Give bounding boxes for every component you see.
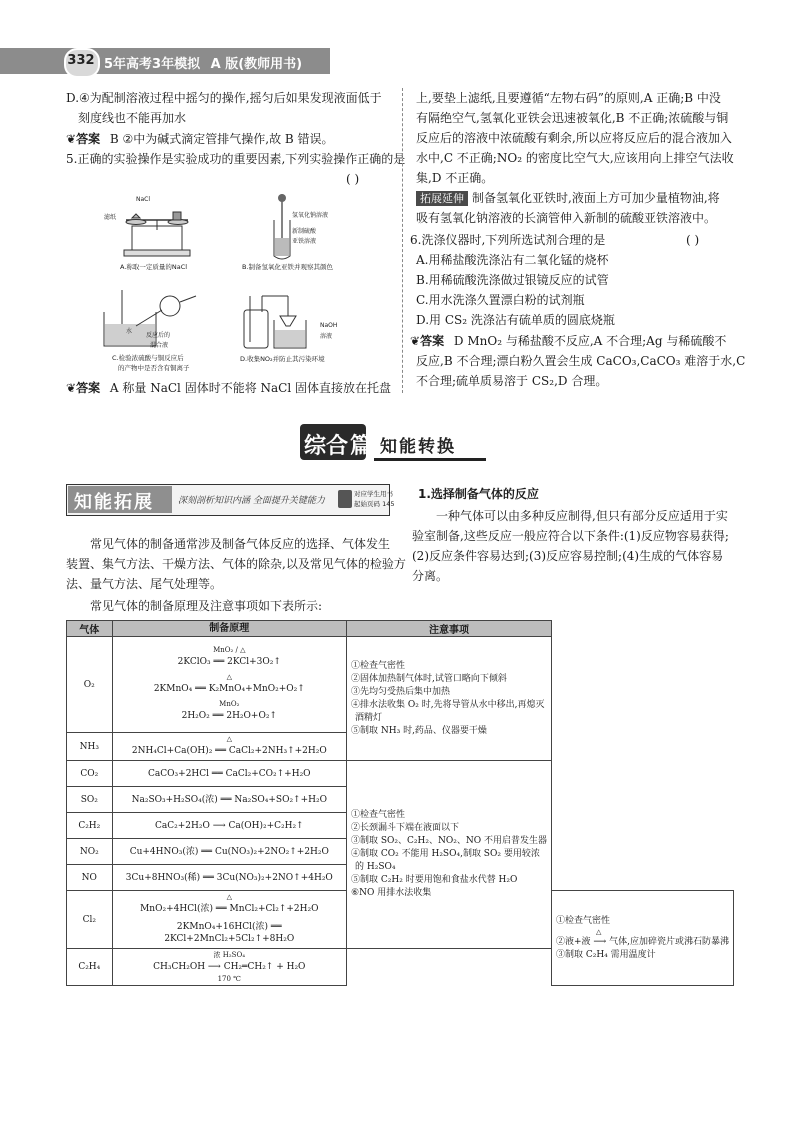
extension-note-2: 吸有氢氧化钠溶液的长滴管伸入新制的硫酸亚铁溶液中。 <box>416 211 717 225</box>
right-line-4: 水中,C 不正确;NO₂ 的密度比空气大,应该用向上排空气法收 <box>416 151 734 165</box>
q6-option-a: A.用稀盐酸洗涤沾有二氧化锰的烧杯 <box>416 253 609 267</box>
sub1-line-4: 分离。 <box>412 569 449 583</box>
banner-title: 知能拓展 <box>74 492 154 513</box>
note: ②长颈漏斗下端在液面以下 <box>351 823 460 833</box>
label-mixture: 混合液 <box>150 342 169 349</box>
right-line-5: 集,D 不正确。 <box>416 171 494 185</box>
right-line-2: 有隔绝空气,氢氧化亚铁会迅速被氧化,B 不正确;浓硫酸与铜 <box>416 111 729 125</box>
label-naoh: NaOH <box>320 322 338 329</box>
section-title-script: 知能转换 <box>380 437 456 457</box>
principle-cell: Cu+4HNO₃(浓) ══ Cu(NO₃)₂+2NO₂↑+2H₂O <box>112 839 346 865</box>
answer-6-text-1: D MnO₂ 与稀盐酸不反应,A 不合理;Ag 与稀硫酸不 <box>453 334 727 348</box>
answer-tag: 答案 <box>76 381 101 395</box>
caption-c2: 的产物中是否含有铜离子 <box>118 364 190 372</box>
reaction-equation: 2KClO₃ ══ 2KCl+3O₂↑ <box>177 657 281 667</box>
reaction-equation: CH₃CH₂OH ⟶ CH₂═CH₂↑ + H₂O <box>153 962 306 972</box>
principle-cell: CaC₂+2H₂O ⟶ Ca(OH)₂+C₂H₂↑ <box>112 813 346 839</box>
principle-cell: 3Cu+8HNO₃(稀) ══ 3Cu(NO₃)₂+2NO↑+4H₂O <box>112 865 346 891</box>
answer-5-text: A 称量 NaCl 固体时不能将 NaCl 固体直接放在托盘 <box>109 381 391 395</box>
gas-cell: SO₂ <box>67 787 113 813</box>
answer-icon: ❦ <box>410 334 421 348</box>
q6-option-d: D.用 CS₂ 洗涤沾有硫单质的圆底烧瓶 <box>416 313 615 327</box>
gas-cell: CO₂ <box>67 761 113 787</box>
note: 的 H₂SO₄ <box>355 862 396 872</box>
label-water: 水 <box>126 328 133 335</box>
answer-4-text: B ②中为碱式滴定管排气操作,故 B 错误。 <box>109 132 334 146</box>
answer-4 <box>66 131 334 147</box>
answer-tag: 答案 <box>420 334 445 348</box>
book-title-text: 5年高考3年模拟 <box>104 57 201 72</box>
col-header-notes: 注意事项 <box>347 621 552 637</box>
gas-preparation-table <box>66 620 734 986</box>
q6-stem: 6.洗涤仪器时,下列所选试剂合理的是 <box>410 233 606 247</box>
principle-cell: CaCO₃+2HCl ══ CaCl₂+CO₂↑+H₂O <box>112 761 346 787</box>
sub1-heading: 1.选择制备气体的反应 <box>418 487 539 501</box>
reaction-condition: 浓 H₂SO₄ <box>213 951 246 959</box>
q4-option-d-line2: 刻度线也不能再加水 <box>78 111 187 125</box>
note: ⑤制取 NH₃ 时,药品、仪器要干燥 <box>351 725 487 736</box>
gas-cell: C₂H₄ <box>67 949 113 986</box>
principle-cell <box>112 733 346 761</box>
sub1-line-1: 一种气体可以由多种反应制得,但只有部分反应适用于实 <box>436 509 728 523</box>
label-nacl: NaCl <box>136 196 151 203</box>
note: ①检查气密性 <box>555 915 610 926</box>
banner-side-1: 对应学生用书 <box>354 490 393 498</box>
intro-line-4: 常见气体的制备原理及注意事项如下表所示: <box>90 599 323 613</box>
label-fresh-sulfate: 新制硫酸 <box>292 228 317 235</box>
note: ③制取 SO₂、C₂H₂、NO₂、NO 不用启普发生器 <box>351 836 547 846</box>
q6-option-c: C.用水洗涤久置漂白粉的试剂瓶 <box>416 293 585 307</box>
answer-tag: 答案 <box>76 132 101 146</box>
note: ④制取 CO₂ 不能用 H₂SO₄,制取 SO₂ 要用较浓 <box>351 849 540 859</box>
caption-a: A.称取一定质量的NaCl <box>120 263 188 271</box>
caption-c1: C.检验浓硫酸与铜反应后 <box>112 354 184 362</box>
note: ①检查气密性 <box>351 810 406 820</box>
reaction-condition: MnO₂ / △ <box>213 646 246 654</box>
label-filter-paper: 滤纸 <box>104 214 117 221</box>
q4-option-d-line1: D.④为配制溶液过程中摇匀的操作,摇匀后如果发现液面低于 <box>66 91 382 105</box>
notes-cell <box>551 891 733 986</box>
q6-option-b: B.用稀硫酸洗涤做过银镜反应的试管 <box>416 273 609 287</box>
answer-6-line3: 不合理;硫单质易溶于 CS₂,D 合理。 <box>416 374 608 388</box>
section-title-main: 综合 <box>304 434 349 459</box>
answer-6-line2: 反应,B 不合理;漂白粉久置会生成 CaCO₃,CaCO₃ 难溶于水,C <box>416 354 746 368</box>
figure-a-balance <box>118 196 198 258</box>
section-title-suffix: 篇 <box>350 434 373 459</box>
table-header-row <box>67 621 734 637</box>
intro-line-3: 法、量气方法、尾气处理等。 <box>66 577 223 591</box>
note: ③制取 C₂H₄ 需用温度计 <box>555 949 656 960</box>
label-after-reaction: 反应后的 <box>146 332 171 339</box>
reaction-condition: △ <box>226 893 232 901</box>
note: ①检查气密性 <box>351 660 406 671</box>
right-line-3: 反应后的溶液中浓硫酸有剩余,所以应将反应后的混合液加入 <box>416 131 732 145</box>
intro-line-2: 装置、集气方法、干燥方法、气体的除杂,以及常见气体的检验方 <box>66 557 406 571</box>
caption-b: B.制备氢氧化亚铁并观察其颜色 <box>242 263 334 271</box>
notes-cell <box>347 637 552 761</box>
principle-cell: Na₂SO₃+H₂SO₄(浓) ══ Na₂SO₄+SO₂↑+H₂O <box>112 787 346 813</box>
book-icon <box>338 490 352 508</box>
column-divider <box>402 88 403 393</box>
gas-cell: O₂ <box>67 637 113 733</box>
intro-line-1: 常见气体的制备通常涉及制备气体反应的选择、气体发生 <box>90 537 391 551</box>
caption-d: D.收集NO₂并防止其污染环境 <box>240 355 325 363</box>
answer-icon: ❦ <box>66 381 77 395</box>
table-row <box>67 637 734 733</box>
label-naoh-solution: 氢氧化钠溶液 <box>292 212 329 219</box>
right-line-1: 上,要垫上滤纸,且要遵循“左物右码”的原则,A 正确;B 中没 <box>416 91 721 105</box>
answer-6-line1 <box>410 333 726 349</box>
principle-cell <box>112 637 346 733</box>
gas-cell: Cl₂ <box>67 891 113 949</box>
section-title <box>300 418 500 466</box>
reaction-condition: 170 ℃ <box>217 975 241 983</box>
reaction-condition: △ <box>226 735 232 743</box>
reaction-condition: △ <box>595 927 602 936</box>
reaction-equation: 2NH₄Cl+Ca(OH)₂ ══ CaCl₂+2NH₃↑+2H₂O <box>131 746 327 756</box>
banner-slogan: 深刻剖析知识内涵 全面提升关键能力 <box>178 496 325 506</box>
gas-cell: C₂H₂ <box>67 813 113 839</box>
label-ferrous-solution: 亚铁溶液 <box>292 238 317 245</box>
reaction-equation: 2KMnO₄ ══ K₂MnO₄+MnO₂+O₂↑ <box>153 684 305 694</box>
note: ③先均匀受热后集中加热 <box>351 686 451 697</box>
label-solution: 溶液 <box>320 333 333 340</box>
gas-cell: NO₂ <box>67 839 113 865</box>
answer-icon: ❦ <box>66 132 77 146</box>
note: ②固体加热制气体时,试管口略向下倾斜 <box>351 673 507 684</box>
reaction-equation: MnO₂+4HCl(浓) ══ MnCl₂+Cl₂↑+2H₂O <box>140 904 319 914</box>
reaction-equation: 2H₂O₂ ══ 2H₂O+O₂↑ <box>181 711 277 721</box>
note: ⑥NO 用排水法收集 <box>351 888 432 898</box>
page-number: 332 <box>67 53 95 68</box>
extension-tag: 拓展延伸 <box>416 191 468 206</box>
principle-cell <box>112 949 346 986</box>
table-row <box>67 761 734 787</box>
book-title <box>104 53 302 72</box>
q6-answer-paren: ( ) <box>686 233 700 247</box>
extension-text-1: 制备氢氧化亚铁时,液面上方可加少量植物油,将 <box>472 191 720 205</box>
note: ②液+液 ⟶ 气体,应加碎瓷片或沸石防暴沸 <box>555 936 729 947</box>
col-header-principle: 制备原理 <box>112 621 346 637</box>
q5-stem: 5.正确的实验操作是实验成功的重要因素,下列实验操作正确的是 <box>66 152 406 166</box>
q5-answer-paren: ( ) <box>346 172 360 186</box>
col-header-gas: 气体 <box>67 621 113 637</box>
reaction-equation: 2KMnO₄+16HCl(浓) ══ 2KCl+2MnCl₂+5Cl₂↑+8H₂O <box>164 922 295 944</box>
reaction-condition: △ <box>226 673 232 681</box>
notes-cell <box>347 761 552 949</box>
extension-note-1 <box>416 190 720 206</box>
gas-cell: NO <box>67 865 113 891</box>
principle-cell <box>112 891 346 949</box>
note: 酒精灯 <box>355 712 383 723</box>
sub1-line-3: (2)反应条件容易达到;(3)反应容易控制;(4)生成的气体容易 <box>412 549 724 563</box>
note: ⑤制取 C₂H₂ 时要用饱和食盐水代替 H₂O <box>351 875 518 885</box>
section-title-underline <box>374 458 486 461</box>
note: ④排水法收集 O₂ 时,先将导管从水中移出,再熄灭 <box>351 699 545 710</box>
reaction-condition: MnO₂ <box>219 700 240 708</box>
gas-cell: NH₃ <box>67 733 113 761</box>
sub1-line-2: 验室制备,这些反应一般应符合以下条件:(1)反应物容易获得; <box>412 529 729 543</box>
banner-side-2: 起始页码 145 <box>354 500 395 508</box>
edition-text: A 版(教师用书) <box>210 57 303 72</box>
answer-5 <box>66 380 391 396</box>
figure-d-gas-bottle <box>238 292 318 350</box>
